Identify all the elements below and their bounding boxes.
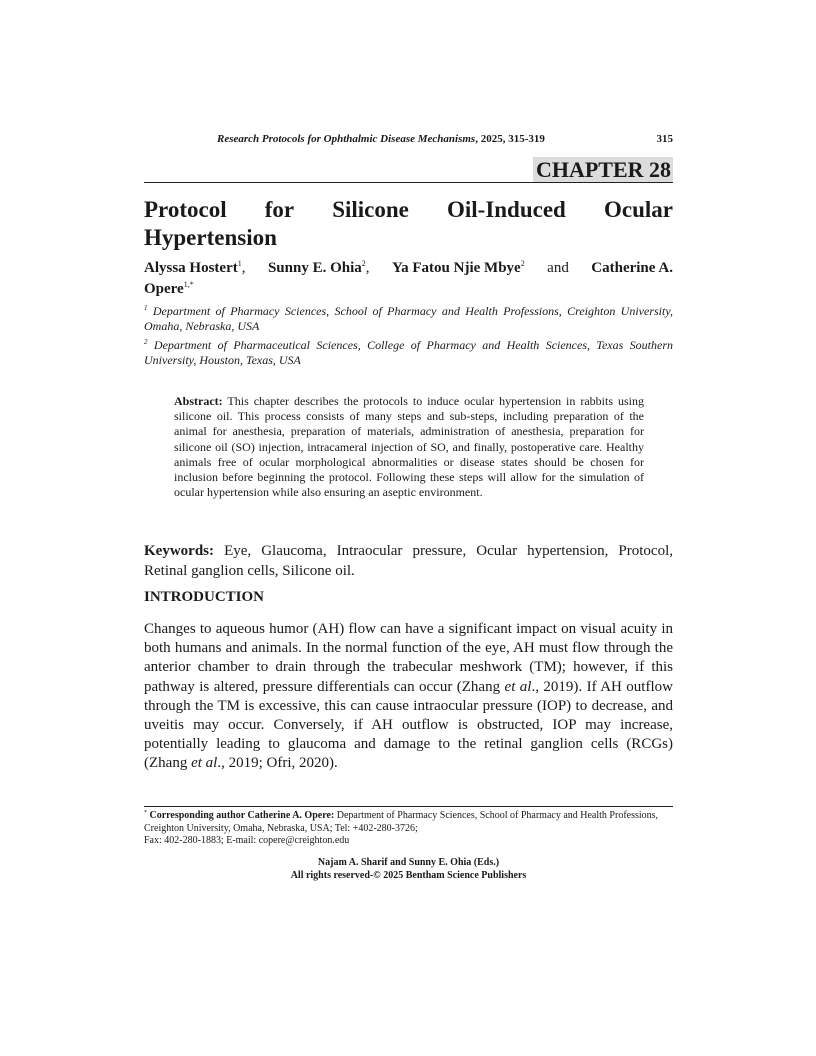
paper-title (144, 196, 673, 252)
author-list (144, 258, 673, 300)
editors-line: Najam A. Sharif and Sunny E. Ohia (Eds.) (317, 857, 500, 868)
abstract-label: Abstract: (174, 394, 223, 408)
author-3: Ya Fatou Njie Mbye$^2$ (391, 259, 525, 276)
author-4-first: Catherine A. (591, 260, 673, 276)
affiliation-1: $^1$ Department of Pharmacy Sciences, School of Pharmacy and Health Professions, Creighton University, Omaha, Nebraska, USA (144, 304, 673, 333)
author-2: Sunny E. Ohia$^2$, (267, 259, 370, 276)
introduction-paragraph: Changes to aqueous humor (AH) flow can have a significant impact on visual acuity in both humans and animals. In the normal function of the eye, AH must flow through the anterior chamber to drain through the trabecular meshwork (TM); however, if this pathway is altered, pressure differentials can occur (Zhang et al., 2019). If AH outflow through the TM is excessive, this can cause intraocular pressure (IOP) to decrease, and uveitis may occur. Conversely, if AH outflow is obstructed, IOP may increase, potentially leading to glaucoma and damage to the retinal ganglion cells (RCGs) (Zhang et al., 2019; Ofri, 2020). (144, 621, 673, 772)
title-line-1 (144, 196, 673, 224)
journal-name: Research Protocols for Ophthalmic Disease Mechanisms (217, 133, 476, 145)
corresponding-author-footnote: * Corresponding author Catherine A. Opere: Department of Pharmacy Sciences, School of Pharmacy and Health Professions, Creighton University, Omaha, Nebraska, USA; Tel: +402-280-3726; Fax: 402-280-1883; E-mail: copere@creighton.edu (144, 810, 659, 846)
title-line-2: Hypertension (144, 225, 277, 250)
keywords (144, 541, 673, 581)
header-rule (144, 182, 673, 183)
abstract-text: This chapter describes the protocols to induce ocular hypertension in rabbits using silicone oil. This process consists of many steps and sub-steps, including preparation of the animal for anesthesia, preparation of materials, administration of anesthesia, preparation for silicone oil (SO) injection, intracameral injection of SO, and finally, postoperative care. Healthy animals free of ocular morphological abnormalities or disease states should be chosen for inclusion before beginning the protocol. Following these steps will allow for the simulation of ocular hypertension while also ensuring an aseptic environment. (174, 394, 644, 500)
title-word: Ocular (603, 197, 673, 222)
title-word: Oil-Induced (446, 197, 566, 222)
keywords-label: Keywords: (144, 543, 214, 559)
footnote-rule (144, 806, 673, 807)
author-conjunction: and (547, 260, 569, 276)
copyright-line: All rights reserved-© 2025 Bentham Science Publishers (290, 869, 527, 881)
keywords-text: Eye, Glaucoma, Intraocular pressure, Ocular hypertension, Protocol, Retinal ganglion cells, Silicone oil. (144, 543, 674, 579)
abstract (174, 394, 644, 500)
title-word: Protocol (144, 197, 227, 222)
chapter-label: CHAPTER 28 (533, 157, 673, 182)
affiliation-2: $^2$ Department of Pharmaceutical Sciences, College of Pharmacy and Health Sciences, Texas Southern University, Houston, Texas, USA (144, 338, 674, 367)
publisher-notice (144, 857, 673, 882)
author-1: Alyssa Hostert$^1$, (144, 259, 246, 276)
page-number: 315 (656, 133, 673, 145)
section-heading-introduction: INTRODUCTION (144, 589, 265, 605)
title-word: Silicone (332, 197, 409, 222)
journal-citation (217, 133, 545, 145)
title-word: for (264, 197, 295, 222)
author-4-last: Opere$^{1,*}$ (144, 280, 194, 297)
journal-year-pages: , 2025, 315-319 (475, 133, 545, 145)
